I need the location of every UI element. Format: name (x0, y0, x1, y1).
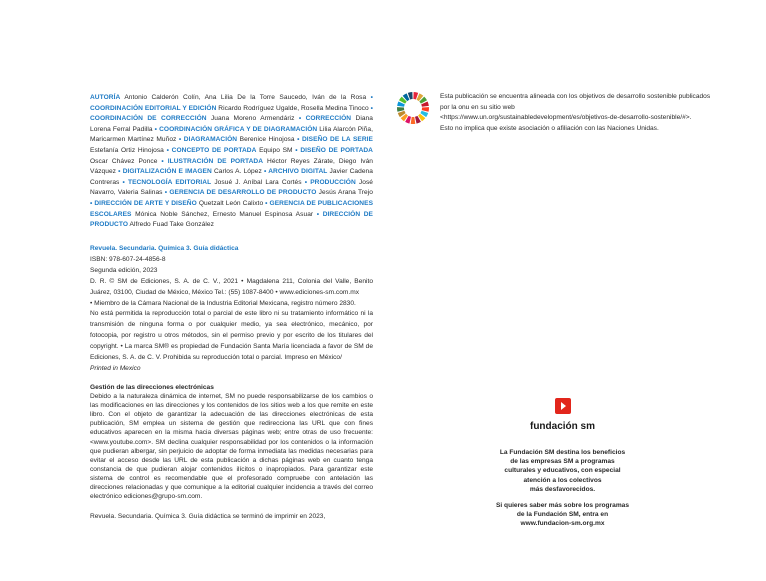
printing-note: Revuela. Secundaria. Química 3. Guía didáctica se terminó de imprimir en 2023, (90, 513, 326, 520)
credit-separator: • (292, 146, 301, 154)
book-title: Revuela. Secundaria. Química 3. Guía didáctica (90, 245, 239, 252)
credit-role: ARCHIVO DIGITAL (268, 168, 328, 176)
credit-role: CORRECCIÓN (305, 115, 352, 123)
credit-separator: • (301, 178, 311, 186)
credit-names: Oscar Chávez Ponce (90, 157, 158, 165)
credit-separator: • (313, 210, 323, 218)
credit-names: Jesús Arana Trejo (316, 189, 373, 197)
credit-names: Mónica Noble Sánchez, Ernesto Manuel Espinosa Asuar (131, 210, 314, 218)
credit-names: Berenice Hinojosa (237, 136, 295, 144)
fundacion-sm-description (480, 448, 645, 494)
credit-names: Carlos A. López (211, 168, 262, 176)
credit-separator: • (294, 115, 306, 123)
credit-separator: • (116, 168, 123, 176)
credit-role: DIAGRAMACIÓN (183, 136, 238, 144)
credit-separator: • (157, 157, 168, 165)
credit-separator: • (163, 146, 172, 154)
sdg-wheel-segment (411, 117, 416, 124)
credit-names: Estefanía Ortiz Hinojosa (90, 146, 164, 154)
credit-separator: • (119, 178, 128, 186)
sdg-link[interactable]: <https://www.un.org/sustainabledevelopment/es/objetivos-de-desarrollo-sostenible/#>. (440, 114, 692, 122)
url-management-heading: Gestión de las direcciones electrónicas (90, 384, 214, 391)
sdg-line-2: por la onu en su sitio web (440, 103, 515, 111)
credit-role: CONCEPTO DE PORTADA (171, 146, 257, 154)
fundacion-sm-web (480, 501, 645, 529)
credit-names: Antonio Calderón Colín, Ana Lilia De la Torre Saucedo, Iván de la Rosa (120, 94, 367, 101)
credit-names: José Navarro, Valeria Salinas (90, 178, 374, 197)
fundacion-desc-line: de las empresas SM a programas (510, 458, 615, 466)
printed-in: Printed in Mexico (90, 364, 141, 372)
credit-separator: • (90, 199, 95, 207)
credit-role: GERENCIA DE DESARROLLO DE PRODUCTO (169, 189, 317, 197)
sdg-wheel-segment (397, 107, 404, 112)
fundacion-web-line: Si quieres saber más sobre los programas (495, 502, 630, 510)
credit-names: Juana Moreno Armendáriz (206, 115, 295, 123)
sdg-wheel-segment (422, 107, 429, 112)
fundacion-desc-line: culturales y educativos, con especial (504, 467, 621, 475)
credit-names: Javier Cadena Contreras (90, 168, 373, 186)
credit-role: PRODUCCIÓN (310, 178, 356, 186)
credit-separator: • (368, 104, 373, 112)
credit-role: ILUSTRACIÓN DE PORTADA (167, 157, 264, 165)
sdg-notice (440, 92, 760, 134)
credit-names: Josué J. Aníbal Lara Cortés (211, 178, 302, 186)
sdg-wheel-icon (396, 91, 430, 125)
credit-names: Lilia Alarcón Piña, Maricarmen Martínez Muñoz (90, 125, 373, 144)
credit-role: DISEÑO DE LA SERIE (301, 136, 373, 144)
credit-separator: • (162, 189, 170, 197)
credit-separator: • (263, 199, 270, 207)
credit-role: TECNOLOGÍA EDITORIAL (128, 178, 212, 186)
credit-names: Héctor Reyes Zárate, Diego Iván Vázquez (90, 157, 374, 176)
fundacion-web-line: de la Fundación SM, entra en (516, 511, 609, 519)
url-management-body: Debido a la naturaleza dinámica de internet, SM no puede responsabilizarse de los cambios o las modificaciones en las direcciones y los contenidos de los sitios web a los que remite en este libro. Con el objeto de garantizar la adecuación de las direcciones electrónicas de esta publicación, SM emplea un sistema de gestión que redirecciona las URL que con fines educativos aparecen en la misma hacia diversas páginas web; entre otras de uso frecuente: <www.youtube.com>. SM declina cualquier responsabilidad por los contenidos o la información que pudieran albergar, sin perjuicio de adoptar de forma inmediata las medidas necesarias para evitar el acceso desde las URL de esta publicación a dichas páginas web en cuanto tenga constancia de que pudieran alojar contenidos ilícitos o inapropiados. Para garantizar este sistema de control es recomendable que el profesorado compruebe con antelación las direcciones relacionadas y que comunique a la editorial cualquier incidencia a través del correo electrónico ediciones@grupo-sm.com. (90, 393, 373, 501)
credit-role: COORDINACIÓN EDITORIAL Y EDICIÓN (90, 104, 217, 112)
credit-names: Quetzalt León Calixto (196, 199, 264, 207)
credit-names: Equipo SM (256, 146, 293, 154)
sdg-line-4: Esto no implica que existe asociación o afiliación con las Naciones Unidas. (440, 124, 659, 132)
copyright-line: D. R. © SM de Ediciones, S. A. de C. V., 2021 • Magdalena 211, Colonia del Valle, Benito Juárez, 03100, Ciudad de México, México Tel.: (55) 1087-8400 • www.ediciones-sm.com.mx (90, 277, 373, 296)
fundacion-sm-name: fundación sm (529, 421, 595, 432)
credit-separator: • (366, 94, 374, 101)
credit-role: DIRECCIÓN DE ARTE Y DISEÑO (94, 199, 197, 207)
fundacion-web-line: www.fundacion-sm.org.mx (520, 520, 605, 528)
credit-role: COORDINACIÓN DE CORRECCIÓN (90, 115, 207, 123)
credit-role: DISEÑO DE PORTADA (300, 146, 373, 154)
credit-names: Diana Lorena Ferral Padilla (90, 115, 373, 133)
credit-names: Alfredo Fuad Take González (128, 221, 214, 229)
credit-separator: • (176, 136, 184, 144)
credit-role: DIGITALIZACIÓN E IMAGEN (122, 168, 212, 176)
fundacion-sm-block (480, 398, 645, 529)
credit-role: AUTORÍA (90, 94, 121, 101)
isbn: ISBN: 978-607-24-4856-8 (90, 255, 166, 263)
credit-separator: • (261, 168, 269, 176)
credit-role: COORDINACIÓN GRÁFICA Y DE DIAGRAMACIÓN (159, 125, 318, 133)
fundacion-sm-logo-icon (555, 398, 571, 414)
credit-role: DIRECCIÓN DE PRODUCTO (90, 210, 373, 229)
fundacion-desc-line: más desfavorecidos. (529, 485, 596, 493)
sdg-line-1: Esta publicación se encuentra alineada con los objetivos de desarrollo sostenible publicados (440, 93, 711, 100)
edition: Segunda edición, 2023 (90, 266, 158, 274)
prohibition-text: No está permitida la reproducción total o parcial de este libro ni su tratamiento informático ni la transmisión de ninguna forma o por cualquier medio, ya sea electrónico, mecánico, por fotocopia, por registro u otros métodos, sin el permiso previo y por escrito de los titulares del copyright. • La marca SM® es propiedad de Fundación Santa María licenciada a favor de SM de Ediciones, S. A. de C. V. Prohibida su reproducción total o parcial. Impreso en México/ (90, 310, 373, 362)
chamber-line: • Miembro de la Cámara Nacional de la Industria Editorial Mexicana, registro número 2830. (90, 299, 356, 307)
credit-separator: • (152, 125, 160, 133)
url-management-block (90, 383, 373, 501)
fundacion-desc-line: atención a los colectivos (523, 476, 602, 484)
credit-names: Ricardo Rodríguez Ugalde, Rosella Medina Tinoco (216, 104, 369, 112)
credit-role: GERENCIA DE PUBLICACIONES ESCOLARES (90, 199, 374, 218)
legal-block (90, 244, 373, 375)
credit-separator: • (294, 136, 302, 144)
fundacion-desc-line: La Fundación SM destina los beneficios (499, 449, 626, 456)
credits-block (90, 93, 373, 231)
